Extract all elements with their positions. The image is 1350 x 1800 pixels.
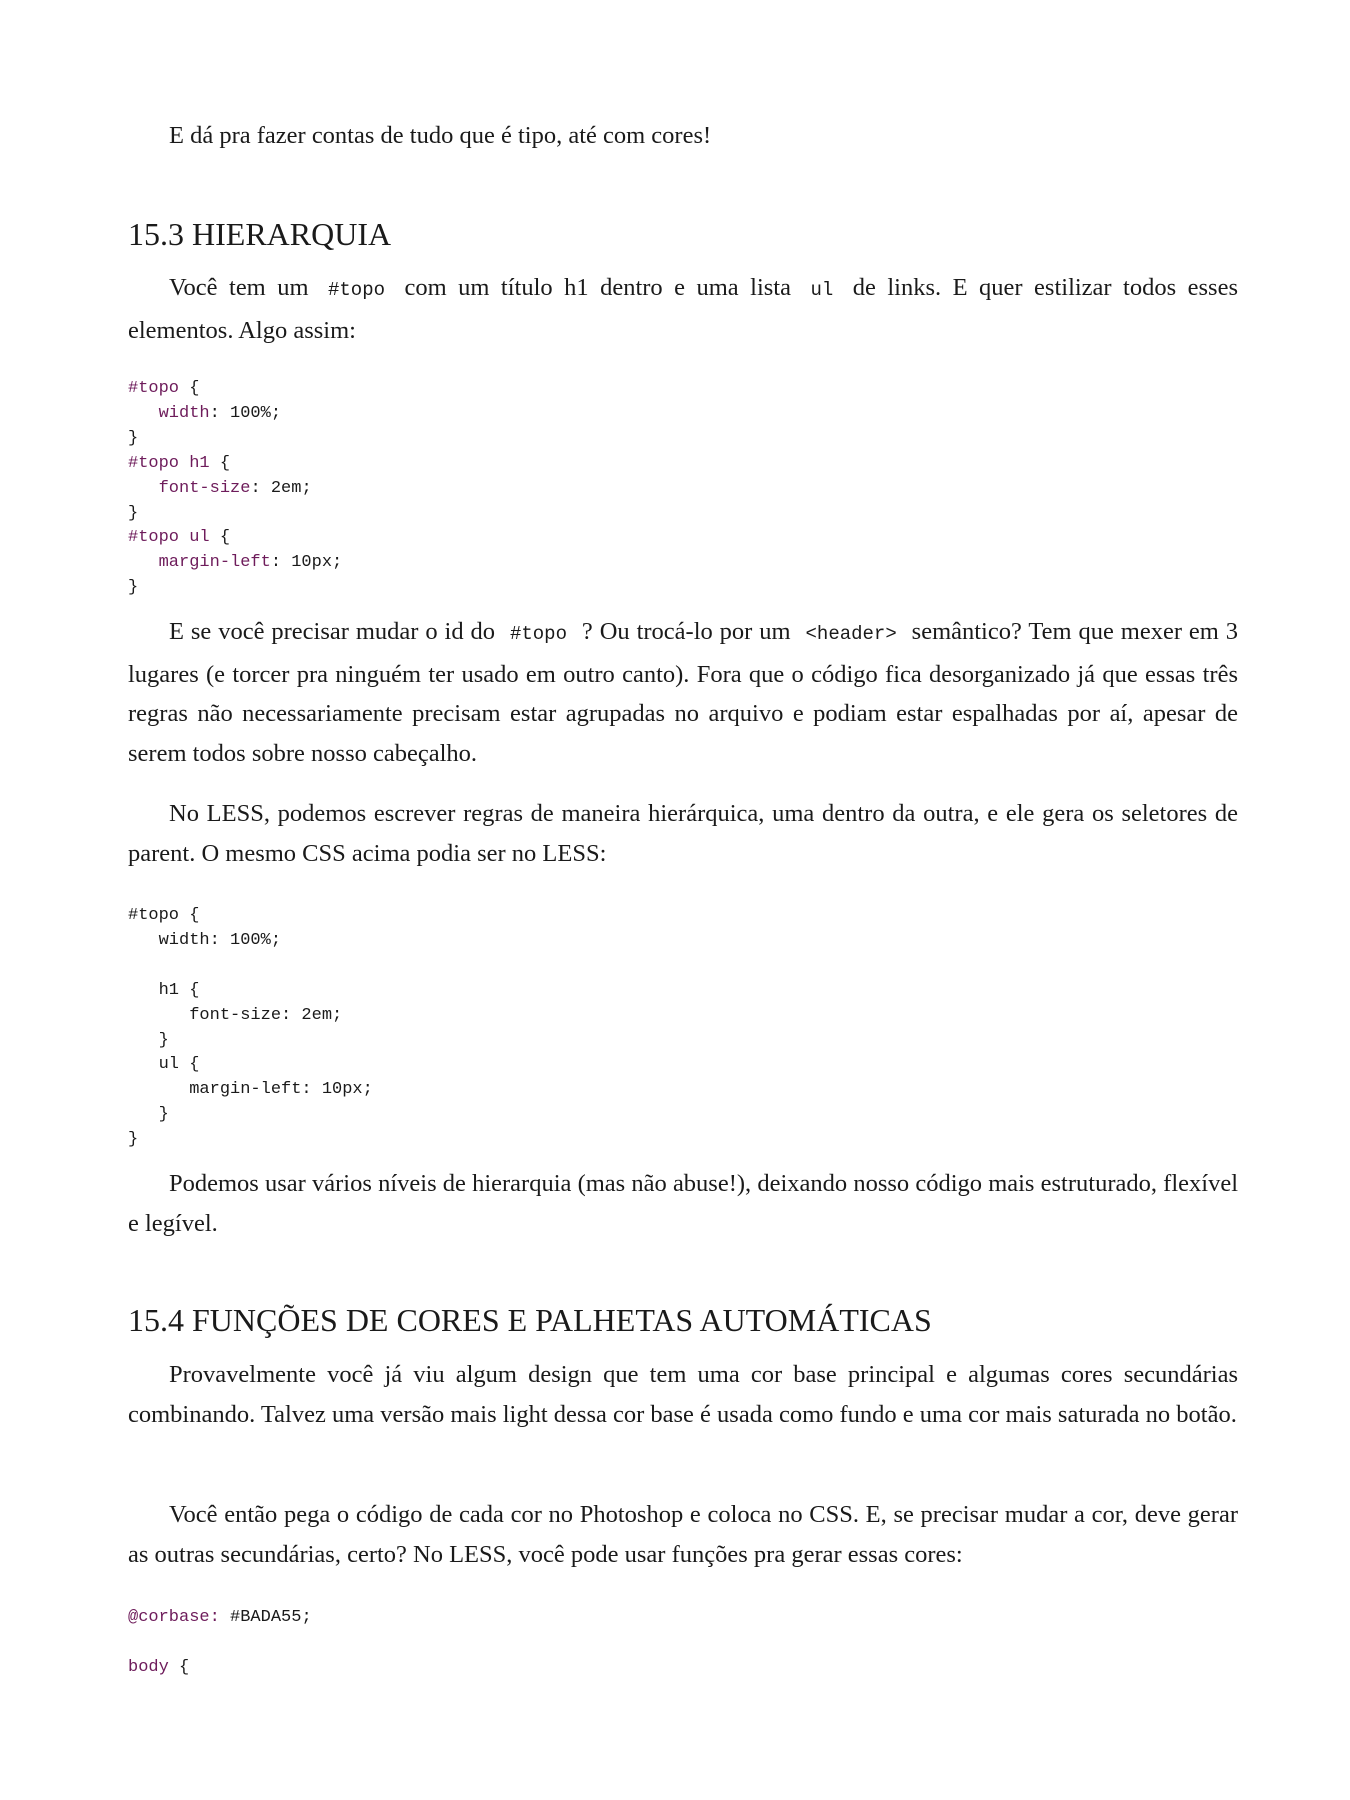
- paragraph-text: [128, 612, 1238, 773]
- paragraph-text: [128, 116, 1238, 156]
- code-keyword: body: [128, 1657, 169, 1677]
- code-line: [128, 377, 1238, 402]
- code-keyword: #topo ul: [128, 528, 210, 548]
- paragraph: [128, 268, 1238, 350]
- code-token: [128, 553, 159, 572]
- section-heading: 15.4 FUNÇÕES DE CORES E PALHETAS AUTOMÁTICAS: [128, 1302, 932, 1338]
- code-line: [128, 576, 1238, 601]
- paragraph: [128, 612, 1238, 773]
- code-line: [128, 402, 1238, 427]
- text-run: Provavelmente você já viu algum design que tem uma cor base principal e algumas cores secundárias combinando. Talvez uma versão mais light dessa cor base é usada como fundo e uma cor mais saturada no botão.: [128, 1361, 1238, 1428]
- code-token: }: [128, 1130, 139, 1150]
- code-token: {: [209, 453, 231, 473]
- code-block: [128, 904, 1238, 1153]
- code-token: h1 {: [128, 980, 200, 1000]
- code-line: [128, 1103, 1238, 1128]
- text-run: semântico? Tem que mexer em 3 lugares (e torcer pra ninguém ter usado em outro canto). Fora que o código fica desorganizado já que essas três regras não necessariamente precisam estar agrupadas no arquivo e podiam estar espalhadas por aí, apesar de serem todos sobre nosso cabeçalho.: [128, 618, 1239, 767]
- code-token: }: [128, 578, 139, 598]
- code-line: [128, 452, 1238, 477]
- code-token: }: [128, 1105, 169, 1125]
- code-line: [128, 1656, 1238, 1681]
- paragraph: [128, 1164, 1238, 1243]
- code-line: [128, 477, 1238, 502]
- paragraph: [128, 1355, 1238, 1434]
- paragraph: [128, 794, 1238, 873]
- inline-code: #topo: [509, 623, 567, 645]
- text-run: No LESS, podemos escrever regras de maneira hierárquica, uma dentro da outra, e ele gera os seletores de parent. O mesmo CSS acima podia ser no LESS:: [128, 800, 1238, 867]
- code-keyword: width: [158, 403, 210, 423]
- code-line: [128, 502, 1238, 527]
- code-token: #topo {: [128, 906, 200, 925]
- code-block: [128, 1606, 1238, 1681]
- code-block: [128, 377, 1238, 601]
- text-run: com um título h1 dentro e uma lista: [393, 274, 803, 301]
- section-heading: 15.3 HIERARQUIA: [128, 216, 392, 252]
- code-token: : 2em;: [250, 478, 312, 498]
- text-run: E se você precisar mudar o id do: [169, 618, 502, 645]
- code-token: : 10px;: [270, 553, 343, 573]
- code-token: margin-left: 10px;: [128, 1080, 373, 1100]
- code-line: [128, 1029, 1238, 1054]
- code-token: }: [128, 503, 139, 523]
- inline-code: ul: [810, 279, 834, 301]
- code-line: [128, 954, 1238, 979]
- section-heading-block: [128, 214, 1238, 254]
- code-token: #BADA55;: [219, 1608, 312, 1627]
- code-line: [128, 1078, 1238, 1103]
- paragraph: [128, 1495, 1238, 1574]
- paragraph: [128, 116, 1238, 156]
- code-token: font-size: 2em;: [128, 1005, 343, 1025]
- text-run: de links. E quer estilizar todos esses elementos. Algo assim:: [128, 274, 1238, 344]
- inline-code: <header>: [805, 623, 897, 645]
- code-token: }: [128, 1030, 169, 1050]
- code-token: : 100%;: [209, 403, 282, 423]
- code-keyword: #topo: [128, 379, 180, 398]
- code-line: [128, 526, 1238, 551]
- code-token: {: [209, 528, 231, 548]
- code-line: [128, 1606, 1238, 1631]
- paragraph-text: [128, 1355, 1238, 1434]
- text-run: E dá pra fazer contas de tudo que é tipo, até com cores!: [169, 122, 712, 149]
- code-line: [128, 929, 1238, 954]
- code-keyword: margin-left: [158, 553, 271, 573]
- inline-code: #topo: [328, 279, 386, 301]
- code-token: {: [179, 379, 200, 398]
- code-keyword: #topo h1: [128, 453, 210, 473]
- code-line: [128, 1004, 1238, 1029]
- paragraph-text: [128, 1164, 1238, 1243]
- paragraph-text: [128, 794, 1238, 873]
- code-line: [128, 551, 1238, 576]
- code-line: [128, 904, 1238, 929]
- code-line: [128, 427, 1238, 452]
- section-heading-block: [128, 1300, 1238, 1340]
- code-line: [128, 1128, 1238, 1153]
- code-token: }: [128, 428, 139, 448]
- text-run: Você tem um: [169, 274, 320, 301]
- code-keyword: font-size: [158, 478, 251, 498]
- text-run: Podemos usar vários níveis de hierarquia (mas não abuse!), deixando nosso código mais estruturado, flexível e legível.: [128, 1170, 1238, 1237]
- code-listing: [128, 1606, 1238, 1681]
- code-listing: [128, 904, 1238, 1153]
- code-token: ul {: [128, 1055, 200, 1075]
- code-listing: [128, 377, 1238, 601]
- text-run: Você então pega o código de cada cor no Photoshop e coloca no CSS. E, se precisar mudar a cor, deve gerar as outras secundárias, certo? No LESS, você pode usar funções pra gerar essas cores:: [128, 1501, 1238, 1568]
- code-line: [128, 1631, 1238, 1656]
- code-token: {: [168, 1657, 190, 1677]
- paragraph-text: [128, 268, 1238, 350]
- code-token: [128, 479, 159, 498]
- code-token: [128, 404, 159, 423]
- paragraph-text: [128, 1495, 1238, 1574]
- code-token: width: 100%;: [128, 930, 282, 950]
- code-line: [128, 1053, 1238, 1078]
- code-line: [128, 979, 1238, 1004]
- text-run: ? Ou trocá-lo por um: [574, 618, 798, 645]
- code-keyword: @corbase:: [128, 1608, 220, 1627]
